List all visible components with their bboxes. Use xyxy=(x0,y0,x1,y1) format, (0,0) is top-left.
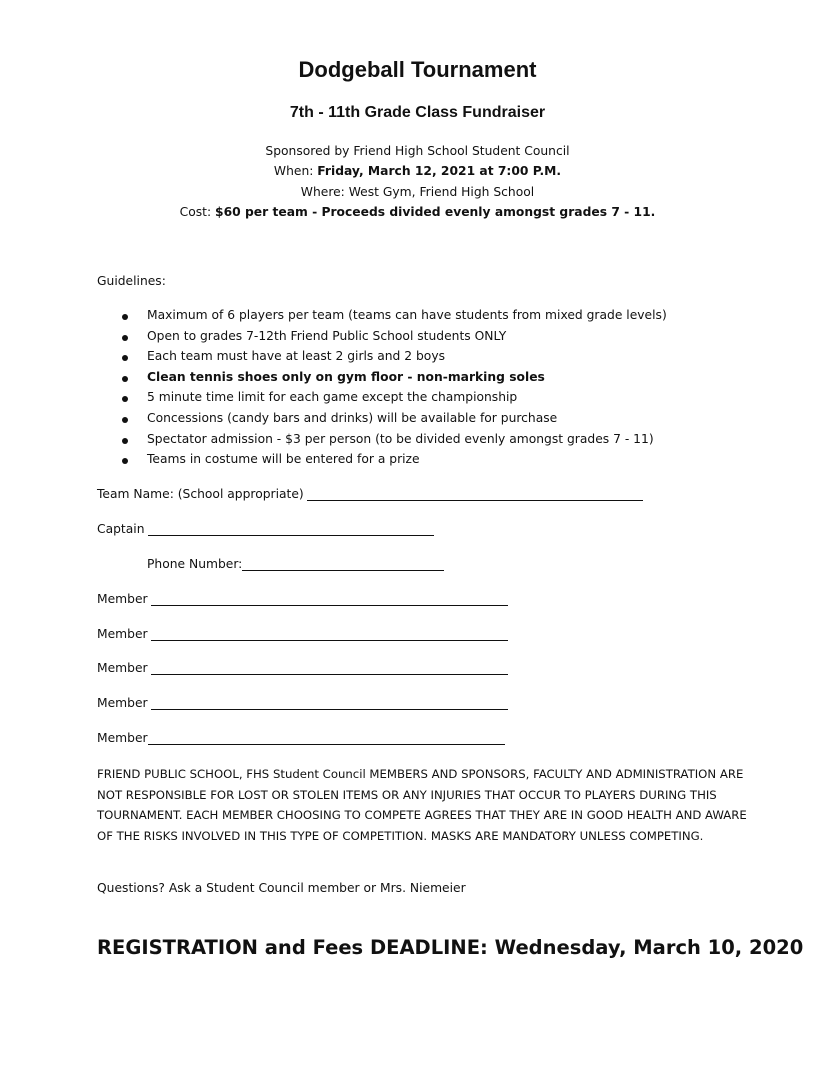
member-line[interactable] xyxy=(151,593,508,606)
when-label: When: xyxy=(273,164,318,178)
guidelines-list xyxy=(122,308,667,473)
captain-line[interactable] xyxy=(148,523,434,536)
guidelines-heading: Guidelines: xyxy=(97,274,166,288)
where-line: Where: West Gym, Friend High School xyxy=(300,185,535,199)
guideline-item: 5 minute time limit for each game except the championship xyxy=(122,390,667,411)
member-line[interactable] xyxy=(148,732,505,745)
member-field[interactable] xyxy=(97,627,508,641)
member-label: Member xyxy=(97,592,148,606)
registration-deadline: REGISTRATION and Fees DEADLINE: Wednesday, March 10, 2020 xyxy=(97,936,804,959)
bullet-icon xyxy=(122,458,128,464)
member-label: Member xyxy=(97,627,148,641)
disclaimer-text: FRIEND PUBLIC SCHOOL, FHS Student Council MEMBERS AND SPONSORS, FACULTY AND ADMINISTRATION ARE NOT RESPONSIBLE FOR LOST OR STOLEN ITEMS OR ANY INJURIES THAT OCCUR TO PLAYERS DURING THIS TOURNAMENT. EACH MEMBER CHOOSING TO COMPETE AGREES THAT THEY ARE IN GOOD HEALTH AND AWARE OF THE RISKS INVOLVED IN THIS TYPE OF COMPETITION. MASKS ARE MANDATORY UNLESS COMPETING. xyxy=(97,767,747,843)
page-title: Dodgeball Tournament xyxy=(298,57,537,82)
member-field[interactable] xyxy=(97,696,508,710)
captain-label: Captain xyxy=(97,522,145,536)
page-subtitle: 7th - 11th Grade Class Fundraiser xyxy=(289,104,546,121)
cost-value: $60 per team - Proceeds divided evenly amongst grades 7 - 11. xyxy=(215,205,656,219)
bullet-icon xyxy=(122,396,128,402)
member-label: Member xyxy=(97,696,148,710)
member-line[interactable] xyxy=(151,628,508,641)
sponsor-line: Sponsored by Friend High School Student Council xyxy=(265,144,570,158)
guideline-item: Clean tennis shoes only on gym floor - non-marking soles xyxy=(122,370,667,391)
bullet-icon xyxy=(122,314,128,320)
team-name-line[interactable] xyxy=(307,488,643,501)
bullet-icon xyxy=(122,438,128,444)
bullet-icon xyxy=(122,376,128,382)
member-line[interactable] xyxy=(151,662,508,675)
member-label: Member xyxy=(97,661,148,675)
guideline-item: Each team must have at least 2 girls and 2 boys xyxy=(122,349,667,370)
when-value: Friday, March 12, 2021 at 7:00 P.M. xyxy=(317,164,562,178)
team-name-label: Team Name: (School appropriate) xyxy=(97,487,304,501)
bullet-icon xyxy=(122,355,128,361)
team-name-field[interactable] xyxy=(97,487,643,501)
phone-field[interactable] xyxy=(147,557,444,571)
guideline-item: Concessions (candy bars and drinks) will be available for purchase xyxy=(122,411,667,432)
captain-field[interactable] xyxy=(97,522,434,536)
phone-label: Phone Number: xyxy=(147,557,243,571)
member-label: Member xyxy=(97,731,148,745)
bullet-icon xyxy=(122,417,128,423)
guideline-item: Open to grades 7-12th Friend Public School students ONLY xyxy=(122,329,667,350)
bullet-icon xyxy=(122,335,128,341)
questions-line: Questions? Ask a Student Council member or Mrs. Niemeier xyxy=(97,881,466,895)
when-line xyxy=(0,164,835,178)
member-field[interactable] xyxy=(97,592,508,606)
member-field[interactable] xyxy=(97,661,508,675)
cost-label: Cost: xyxy=(179,205,216,219)
member-field[interactable] xyxy=(97,731,505,745)
cost-line xyxy=(0,205,835,219)
guideline-item: Spectator admission - $3 per person (to be divided evenly amongst grades 7 - 11) xyxy=(122,432,667,453)
guideline-item: Maximum of 6 players per team (teams can have students from mixed grade levels) xyxy=(122,308,667,329)
phone-line[interactable] xyxy=(242,558,444,571)
member-line[interactable] xyxy=(151,697,508,710)
guideline-item: Teams in costume will be entered for a prize xyxy=(122,452,667,473)
